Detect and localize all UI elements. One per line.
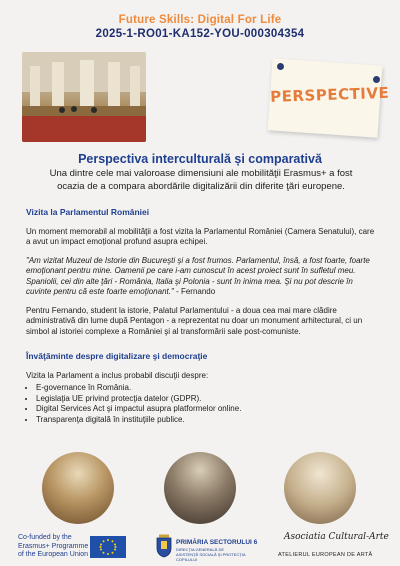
quote-text: "Am vizitat Muzeul de Istorie din Bucureşti şi a fost frumos. Parlamentul, însă, a fost foarte, foarte emoţionant pentru mine. Oamenii pe care i-am cunoscut în acest proiect sunt în sufletul meu. Spaniolii, cei din alte ţări - România, Italia şi Polonia - sunt în inima mea. Şi nu pot descrie în cuvinte pentru că este foarte emoţionant." xyxy=(26,255,370,296)
eu-flag-icon xyxy=(90,536,126,558)
cofund-text xyxy=(18,534,88,560)
header xyxy=(0,14,400,40)
project-title: Future Skills: Digital For Life xyxy=(118,14,282,26)
sector6-crest-icon xyxy=(156,534,172,558)
primaria-subtitle: DIRECŢIA GENERALĂ DE ASISTENŢĂ SOCIALĂ ŞI PROTECŢIA COPILULUI xyxy=(176,547,246,562)
footer xyxy=(0,530,400,566)
cofund-line: of the European Union xyxy=(18,551,89,558)
visit-paragraph: Un moment memorabil al mobilităţii a fost vizita la Parlamentul României (Camera Senatului), care a avut un impact emoțional profund asupra echipei. xyxy=(26,226,375,246)
lessons-list xyxy=(26,383,376,425)
note-label: PERSPECTIVE xyxy=(269,83,390,106)
list-item: • Legislaţia UE privind protecţia datelor (GDPR). xyxy=(36,394,376,405)
cofund-line: Erasmus+ Programme xyxy=(18,542,89,550)
project-code: 2025-1-RO01-KA152-YOU-000304354 xyxy=(95,28,305,40)
visit-section xyxy=(26,207,376,337)
page-title: Perspectiva interculturală și comparativă xyxy=(78,152,322,166)
lessons-lead: Vizita la Parlament a inclus probabil discuţii despre: xyxy=(26,370,209,380)
association-signature: Asociatia Cultural-Arte xyxy=(284,532,389,542)
group-photo-3 xyxy=(284,452,356,524)
intro-text: Una dintre cele mai valoroase dimensiuni ale mobilităţii Erasmus+ a fost ocazia de a compara abordările digitalizării din diferite ţări europene. xyxy=(49,168,353,192)
perspective-note xyxy=(268,58,390,137)
primaria-name: PRIMĂRIA SECTORULUI 6 xyxy=(176,539,258,546)
list-item: • E-governance în România. xyxy=(36,383,376,394)
list-item: • Digital Services Act şi impactul asupra platformelor online. xyxy=(36,404,376,415)
group-photo-2 xyxy=(164,452,236,524)
pin-icon xyxy=(277,63,284,70)
group-photo-1 xyxy=(42,452,114,524)
quote-author: - Fernando xyxy=(173,287,216,296)
visit-quote xyxy=(26,256,376,298)
cofund-line: Co-funded by the xyxy=(18,534,72,541)
pin-icon xyxy=(373,76,380,83)
lessons-heading: Învăţăminte despre digitalizare şi democraţie xyxy=(26,351,208,361)
atelier-name: ATELIERUL EUROPEAN DE ARTĂ xyxy=(278,552,373,558)
visit-paragraph-2: Pentru Fernando, student la istorie, Palatul Parlamentului - a doua cea mai mare clădire administrativă din lume după Pentagon - a reprezentat nu doar un monument arhitectural, ci un simbol al istoriei complexe a României şi al transformării sale post-comuniste. xyxy=(26,305,363,336)
list-item: • Transparenţa digitală în instituţiile publice. xyxy=(36,415,376,426)
lessons-section xyxy=(26,351,376,425)
parliament-hall-photo xyxy=(22,52,146,142)
visit-heading: Vizita la Parlamentul României xyxy=(26,207,150,217)
